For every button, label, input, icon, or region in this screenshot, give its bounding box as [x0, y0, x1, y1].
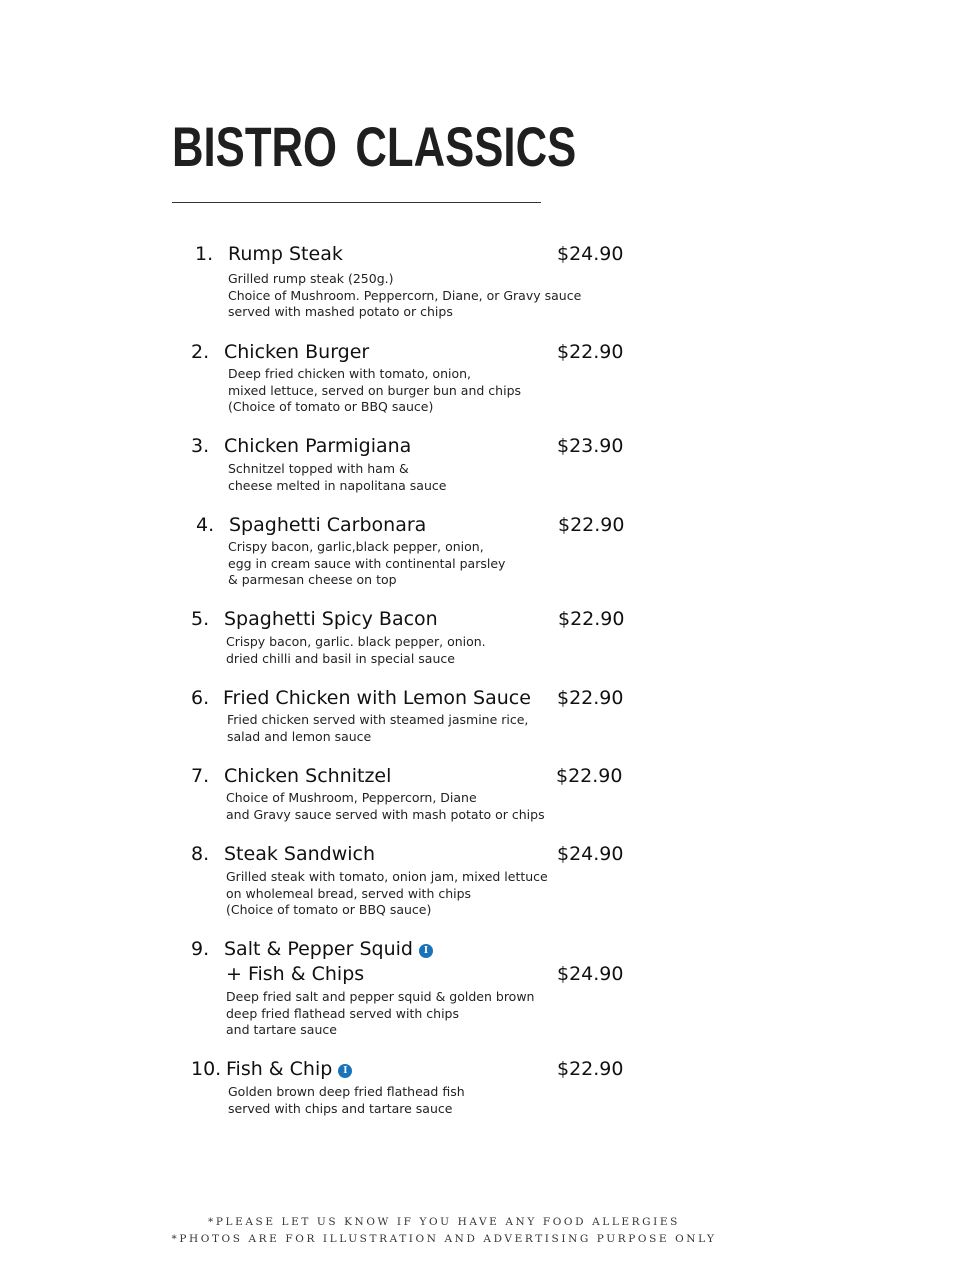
item-name: Chicken Schnitzel: [224, 765, 392, 787]
item-number: 7.: [191, 765, 210, 787]
item-name: Chicken Burger: [224, 341, 370, 363]
item-number: 10.: [191, 1058, 222, 1080]
item-price: $22.90: [558, 608, 625, 630]
allergy-notice: *PLEASE LET US KNOW IF YOU HAVE ANY FOOD ALLERGIES: [208, 1216, 680, 1228]
item-name: Spaghetti Carbonara: [229, 514, 427, 536]
item-price: $22.90: [557, 687, 624, 709]
item-name: Salt & Pepper Squid I: [224, 938, 433, 960]
item-price: $24.90: [557, 963, 624, 985]
item-number: 9.: [191, 938, 210, 960]
item-description: Choice of Mushroom, Peppercorn, Diane and Gravy sauce served with mash potato or chips: [226, 790, 545, 822]
item-description: Schnitzel topped with ham & cheese melted in napolitana sauce: [228, 461, 447, 493]
item-price: $24.90: [557, 243, 624, 265]
item-price: $23.90: [557, 435, 624, 457]
item-name: Spaghetti Spicy Bacon: [224, 608, 438, 630]
item-name-line2: + Fish & Chips: [226, 963, 365, 985]
item-price: $22.90: [556, 765, 623, 787]
item-description: Grilled rump steak (250g.) Choice of Mushroom. Peppercorn, Diane, or Gravy sauce served with mashed potato or chips: [228, 271, 582, 319]
item-description: Fried chicken served with steamed jasmine rice, salad and lemon sauce: [227, 712, 529, 744]
item-price: $22.90: [557, 1058, 624, 1080]
item-number: 6.: [191, 687, 210, 709]
item-name: Rump Steak: [228, 243, 343, 265]
item-number: 4.: [196, 514, 215, 536]
item-description: Golden brown deep fried flathead fish served with chips and tartare sauce: [228, 1084, 465, 1116]
item-description: Crispy bacon, garlic,black pepper, onion, egg in cream sauce with continental parsley & parmesan cheese on top: [228, 539, 506, 587]
item-description: Grilled steak with tomato, onion jam, mixed lettuce on wholemeal bread, served with chips (Choice of tomato or BBQ sauce): [226, 869, 548, 917]
item-description: Deep fried salt and pepper squid & golden brown deep fried flathead served with chips and tartare sauce: [226, 989, 535, 1037]
photo-disclaimer: *PHOTOS ARE FOR ILLUSTRATION AND ADVERTISING PURPOSE ONLY: [171, 1233, 717, 1245]
item-number: 3.: [191, 435, 210, 457]
item-name: Fried Chicken with Lemon Sauce: [223, 687, 531, 709]
item-number: 1.: [195, 243, 214, 265]
item-name: Fish & Chip I: [226, 1058, 352, 1080]
info-icon[interactable]: I: [419, 944, 433, 958]
item-number: 8.: [191, 843, 210, 865]
item-description: Crispy bacon, garlic. black pepper, onion. dried chilli and basil in special sauce: [226, 634, 486, 666]
item-price: $22.90: [557, 341, 624, 363]
item-name: Steak Sandwich: [224, 843, 375, 865]
info-icon[interactable]: I: [338, 1064, 352, 1078]
item-price: $24.90: [557, 843, 624, 865]
title-divider: [172, 202, 541, 203]
item-number: 5.: [191, 608, 210, 630]
item-name: Chicken Parmigiana: [224, 435, 412, 457]
item-number: 2.: [191, 341, 210, 363]
page-title: BISTRO CLASSICS: [172, 115, 577, 178]
item-description: Deep fried chicken with tomato, onion, mixed lettuce, served on burger bun and chips (Choice of tomato or BBQ sauce): [228, 366, 522, 414]
item-price: $22.90: [558, 514, 625, 536]
